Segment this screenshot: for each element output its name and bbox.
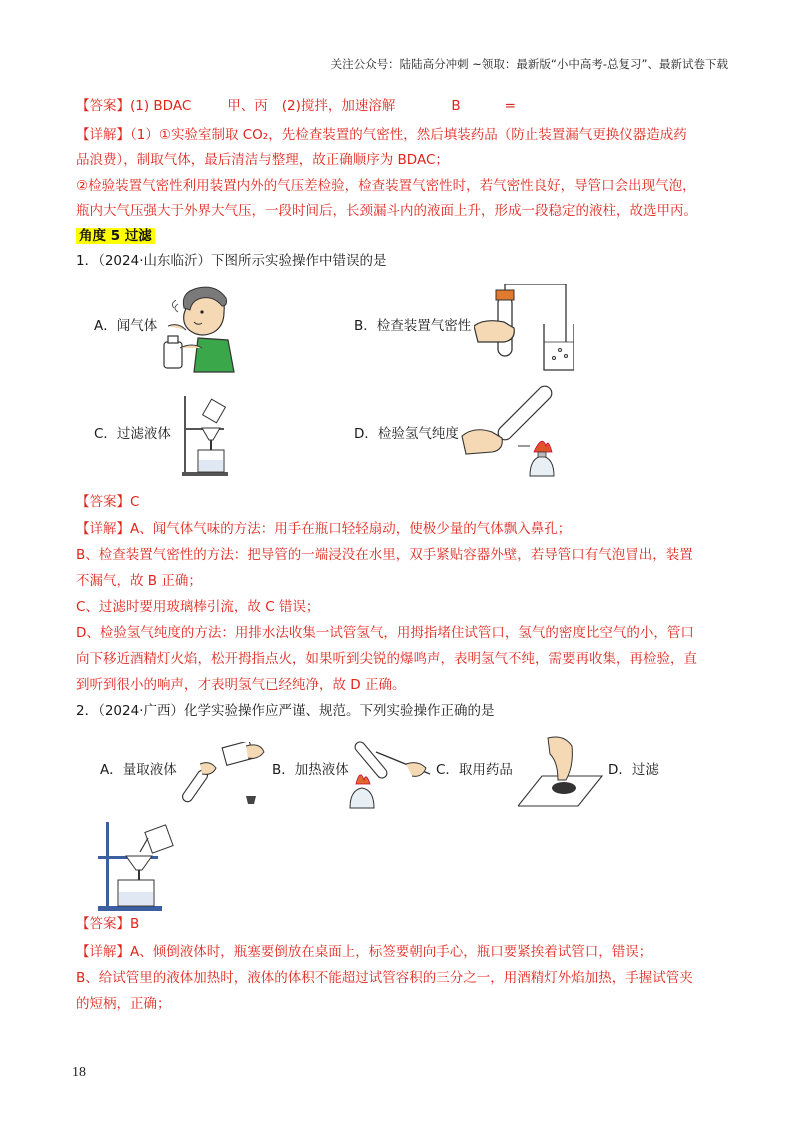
detail-tag: 【详解】 xyxy=(76,521,130,537)
answer-part: (2)搅拌，加速溶解 xyxy=(281,98,396,114)
q1-answer xyxy=(76,492,139,512)
detail-text: A、倾倒液体时，瓶塞要倒放在桌面上，标签要朝向手心，瓶口要紧挨着试管口，错误； xyxy=(130,944,653,960)
prev-answer-line xyxy=(76,96,516,116)
q2-answer xyxy=(76,914,139,934)
q1-detail-line: 不漏气，故 B 正确； xyxy=(76,573,202,589)
page-number: 18 xyxy=(72,1065,86,1080)
answer-part: 甲、丙 xyxy=(227,98,268,114)
option-c-label: C．取用药品 xyxy=(436,762,513,778)
option-a-label: A．闻气体 xyxy=(94,318,158,334)
option-c-label: C．过滤液体 xyxy=(94,426,171,442)
taking-reagent-illustration xyxy=(518,736,604,808)
q2-detail-line xyxy=(76,942,652,962)
answer-tag: 【答案】 xyxy=(76,98,130,114)
detail-tag: 【详解】 xyxy=(76,944,130,960)
page-header: 关注公众号：陆陆高分冲刺 ~领取：最新版“小中高考-总复习”、最新试卷下载 xyxy=(330,57,728,71)
filtration-illustration xyxy=(92,820,198,912)
q1-detail-line: 到听到很小的响声，才表明氢气已经纯净，故 D 正确。 xyxy=(76,677,406,693)
option-b-label: B．检查装置气密性 xyxy=(354,318,472,334)
answer-part: (1) BDAC xyxy=(130,98,192,114)
answer-tag: 【答案】 xyxy=(76,494,130,510)
section-label: 角度 5 过滤 xyxy=(76,228,155,244)
question-stem: 2．（2024·广西）化学实验操作应严谨、规范。下列实验操作正确的是 xyxy=(76,703,495,719)
section-heading xyxy=(76,226,155,246)
airtightness-check-illustration xyxy=(474,284,574,376)
option-a-label: A．量取液体 xyxy=(100,762,177,778)
pouring-liquid-illustration xyxy=(180,742,266,808)
q1-detail-line: 向下移近酒精灯火焰，松开拇指点火，如果听到尖锐的爆鸣声，表明氢气不纯，需要再收集，再检验，直 xyxy=(76,651,697,667)
question-stem: 1．（2024·山东临沂）下图所示实验操作中错误的是 xyxy=(76,253,387,269)
detail-text: A、闻气体气味的方法：用手在瓶口轻轻扇动，使极少量的气体飘入鼻孔； xyxy=(130,521,572,537)
answer-part: B xyxy=(451,98,461,114)
smelling-gas-illustration xyxy=(158,282,238,374)
q1-detail-line xyxy=(76,519,571,539)
option-b-label: B．加热液体 xyxy=(272,762,349,778)
q1-detail-line: D、检验氢气纯度的方法：用排水法收集一试管氢气，用拇指堵住试管口，氢气的密度比空气的小，管口 xyxy=(76,625,694,641)
answer-part: = xyxy=(504,98,516,114)
filtering-liquid-illustration xyxy=(174,392,230,476)
q1-detail-line: C、过滤时要用玻璃棒引流，故 C 错误； xyxy=(76,599,320,615)
prev-detail-line: 瓶内大气压强大于外界大气压，一段时间后，长颈漏斗内的液面上升，形成一段稳定的液柱，故选甲丙。 xyxy=(76,203,697,219)
answer-value: C xyxy=(130,494,140,510)
q2-detail-line: 的短柄，正确； xyxy=(76,996,171,1012)
q2-detail-line: B、给试管里的液体加热时，液体的体积不能超过试管容积的三分之一，用酒精灯外焰加热，手握试管夹 xyxy=(76,970,693,986)
option-d-label: D．检验氢气纯度 xyxy=(354,426,459,442)
prev-detail-line xyxy=(76,125,687,145)
detail-text: （1）①实验室制取 CO₂，先检查装置的气密性，然后填装药品（防止装置漏气更换仪器造成药 xyxy=(130,127,687,143)
hydrogen-purity-test-illustration xyxy=(458,380,588,486)
detail-tag: 【详解】 xyxy=(76,127,130,143)
heating-liquid-illustration xyxy=(346,738,432,810)
prev-detail-line: 品浪费），制取气体，最后清洁与整理，故正确顺序为 BDAC； xyxy=(76,152,449,168)
answer-value: B xyxy=(130,916,140,932)
answer-tag: 【答案】 xyxy=(76,916,130,932)
prev-detail-line: ②检验装置气密性利用装置内外的气压差检验，检查装置气密性时，若气密性良好，导管口会出现气泡， xyxy=(76,178,696,194)
q1-detail-line: B、检查装置气密性的方法：把导管的一端浸没在水里，双手紧贴容器外壁，若导管口有气泡冒出，装置 xyxy=(76,547,693,563)
option-d-label: D．过滤 xyxy=(608,762,659,778)
